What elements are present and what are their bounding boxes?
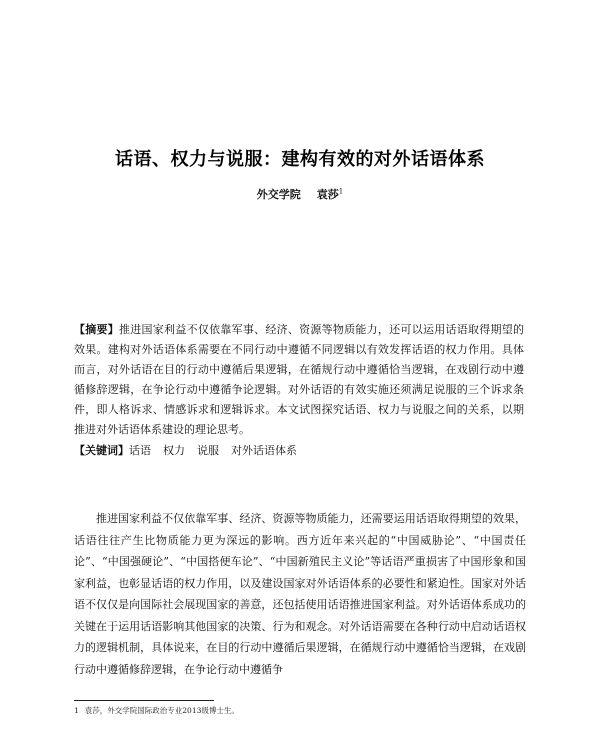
keyword: 对外话语体系 (231, 444, 297, 457)
footnote (74, 705, 524, 717)
footnote-number: 1 (74, 706, 79, 715)
abstract-label: 【摘要】 (74, 323, 120, 336)
body-paragraph: 推进国家利益不仅依靠军事、经济、资源等物质能力，还需要运用话语取得期望的效果，话语往往产生比物质能力更为深远的影响。西方近年来兴起的“中国威胁论”、“中国责任论”、“中国强硬论”、“中国搭便车论”、“中国新殖民主义论”等话语严重损害了中国形象和国家利益，也彰显话语的权力作用，以及建设国家对外话语体系的必要性和紧迫性。国家对外话语不仅仅是向国际社会展现国家的善意，还包括使用话语推进国家利益。对外话语体系成功的关键在于运用话语影响其他国家的决策、行为和观念。对外话语需要在各种行动中启动话语权力的逻辑机制，具体说来，在目的行动中遵循后果逻辑，在循规行动中遵循恰当逻辑，在戏剧行动中遵循修辞逻辑，在争论行动中遵循争 (74, 512, 526, 676)
footnote-text: 袁莎，外交学院国际政治专业2013级博士生。 (84, 706, 239, 715)
keywords-label: 【关键词】 (74, 444, 129, 457)
author-affiliation: 外交学院 (256, 188, 301, 201)
author-line (0, 186, 600, 202)
footnote-divider (74, 700, 214, 701)
keyword: 权力 (163, 444, 185, 457)
keyword: 话语 (129, 444, 151, 457)
paper-title: 话语、权力与说服：建构有效的对外话语体系 (115, 149, 485, 170)
author-footnote-mark: 1 (338, 187, 344, 196)
abstract (74, 320, 524, 440)
abstract-text: 推进国家利益不仅依靠军事、经济、资源等物质能力，还可以运用话语取得期望的效果。建构对外话语体系需要在不同行动中遵循不同逻辑以有效发挥话语的权力作用。具体而言，对外话语在目的行动中遵循后果逻辑，在循规行动中遵循恰当逻辑，在戏剧行动中遵循修辞逻辑，在争论行动中遵循争论逻辑。对外话语的有效实施还须满足说服的三个诉求条件，即人格诉求、情感诉求和逻辑诉求。本文试图探究话语、权力与说服之间的关系，以期推进对外话语体系建设的理论思考。 (74, 323, 525, 436)
keyword: 说服 (197, 444, 219, 457)
keywords (74, 441, 524, 461)
author-name: 袁莎 (316, 188, 339, 201)
